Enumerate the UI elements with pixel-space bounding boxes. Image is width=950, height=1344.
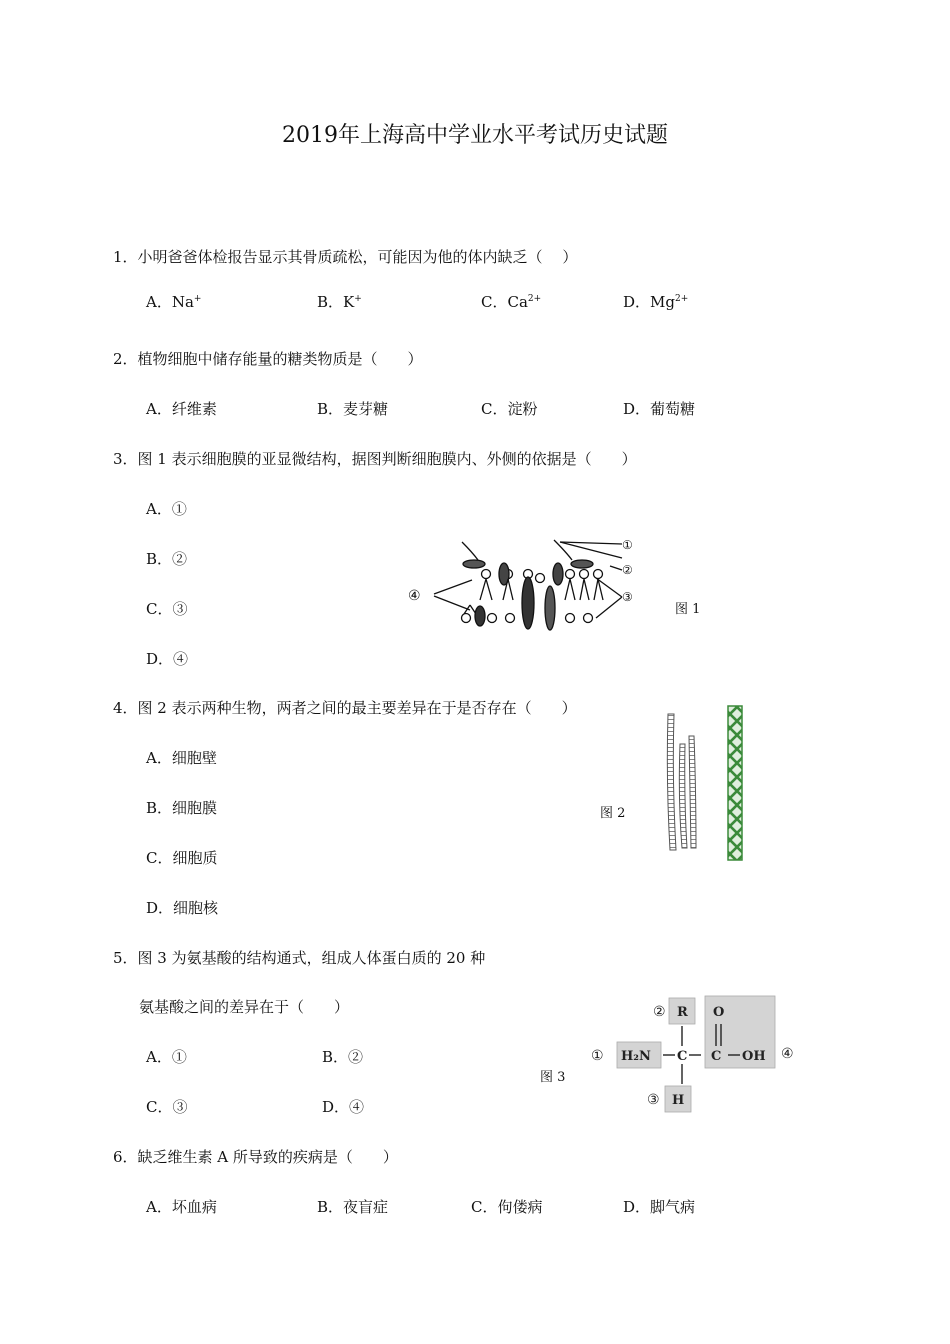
question-6-stem: 6．缺乏维生素 A 所导致的疾病是（ ） (113, 1148, 398, 1166)
q1-option-b: B．K+ (317, 293, 362, 311)
fig3-mark-3: ③ (647, 1092, 660, 1108)
q5-option-b: B．② (322, 1048, 364, 1066)
q5-option-d: D．④ (322, 1098, 365, 1116)
figure-3-label: 图 3 (540, 1070, 566, 1085)
fig3-atom-r: R (677, 1005, 688, 1020)
q4-option-a: A．细胞壁 (146, 749, 217, 767)
fig3-atom-c1: C (677, 1049, 688, 1064)
q3-option-a: A．① (146, 500, 187, 518)
fig1-mark-1: ① (622, 538, 633, 552)
q2-option-b: B．麦芽糖 (317, 400, 389, 418)
q6-option-c: C．佝偻病 (471, 1198, 543, 1216)
question-1-stem: 1．小明爸爸体检报告显示其骨质疏松，可能因为他的体内缺乏（ ） (113, 248, 578, 266)
fig1-mark-4: ④ (408, 588, 421, 604)
q6-option-d: D．脚气病 (623, 1198, 696, 1216)
q4-option-c: C．细胞质 (146, 849, 218, 867)
q1-option-d: D．$Mg^{2+}$ (623, 293, 689, 311)
q2-option-d: D．葡萄糖 (623, 400, 696, 418)
figure-1-membrane-diagram (400, 530, 660, 640)
q5-option-c: C．③ (146, 1098, 188, 1116)
question-2-stem: 2．植物细胞中储存能量的糖类物质是（ ） (113, 350, 423, 368)
q2-option-c: C．淀粉 (481, 400, 538, 418)
q4-option-b: B．细胞膜 (146, 799, 218, 817)
figure-2-label: 图 2 (600, 806, 626, 821)
question-5-stem-line-2: 氨基酸之间的差异在于（ ） (139, 998, 350, 1016)
page-title: 2019年上海高中学业水平考试历史试题 (282, 123, 668, 148)
q6-option-b: B．夜盲症 (317, 1198, 389, 1216)
question-4-stem: 4．图 2 表示两种生物，两者之间的最主要差异在于是否存在（ ） (113, 699, 577, 717)
fig3-mark-2: ② (653, 1004, 666, 1020)
q3-option-d: D．④ (146, 650, 189, 668)
fig3-atom-h: H (672, 1093, 685, 1108)
fig3-atom-oh: OH (742, 1049, 766, 1064)
figure-1-label: 图 1 (675, 602, 701, 617)
q6-option-a: A．坏血病 (146, 1198, 217, 1216)
fig1-mark-2: ② (622, 563, 633, 577)
q1-option-c: C．$Ca^{2+}$ (481, 293, 542, 311)
q3-option-c: C．③ (146, 600, 188, 618)
q4-option-d: D．细胞核 (146, 899, 219, 917)
fig3-atom-c2: C (711, 1049, 722, 1064)
fig3-atom-o: O (713, 1005, 725, 1020)
q5-option-a: A．① (146, 1048, 187, 1066)
figure-3-amino-acid-structure (585, 992, 805, 1117)
fig3-mark-4: ④ (781, 1046, 794, 1062)
q3-option-b: B．② (146, 550, 188, 568)
fig3-mark-1: ① (591, 1048, 604, 1064)
fig3-atom-h2n: H₂N (621, 1049, 651, 1064)
question-3-stem: 3．图 1 表示细胞膜的亚显微结构，据图判断细胞膜内、外侧的依据是（ ） (113, 450, 637, 468)
question-5-stem: 5．图 3 为氨基酸的结构通式，组成人体蛋白质的 20 种 (113, 949, 486, 967)
fig1-mark-3: ③ (622, 590, 633, 604)
q1-option-a: A．Na+ (146, 293, 202, 311)
q2-option-a: A．纤维素 (146, 400, 217, 418)
figure-2-organisms (660, 700, 755, 865)
